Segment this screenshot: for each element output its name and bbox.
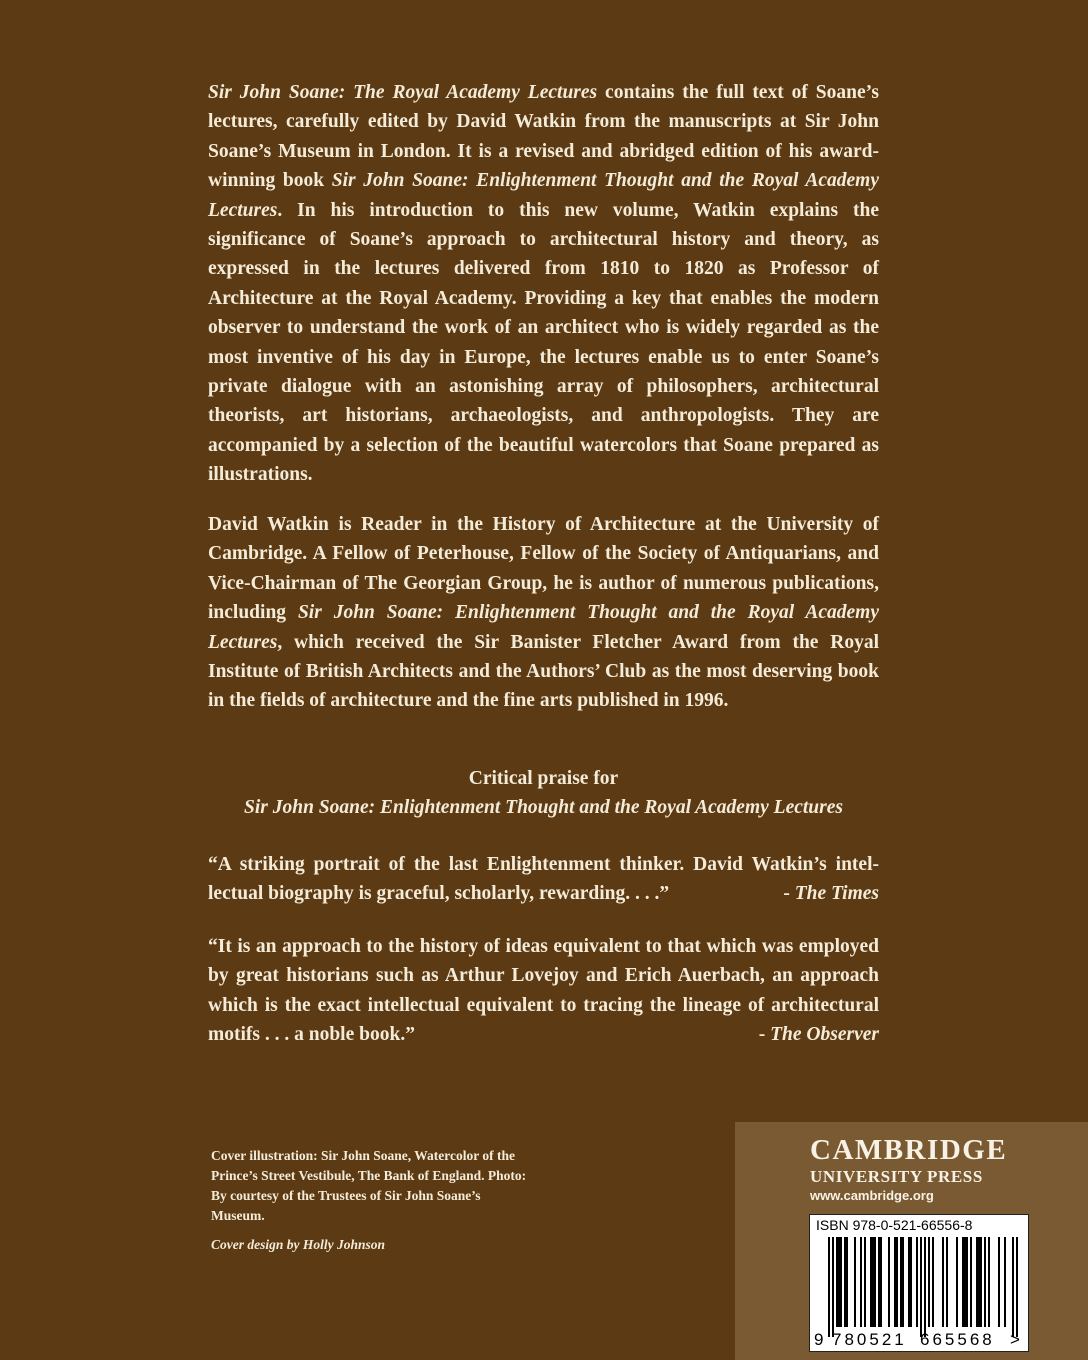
review-quote	[208, 850, 879, 909]
barcode-bar	[956, 1237, 958, 1327]
design-credit: Cover design by Holly Johnson	[211, 1237, 386, 1252]
barcode-bar	[864, 1237, 866, 1327]
author-bio	[208, 510, 879, 716]
barcode-bar	[844, 1237, 846, 1327]
publisher-subtitle: UNIVERSITY PRESS	[810, 1167, 983, 1186]
quote-text: “A striking portrait of the last Enlightenment thinker. David Watkin’s intellectual biography is graceful, scholarly, rewarding. . . .”	[208, 854, 879, 905]
barcode-bar	[966, 1237, 968, 1327]
barcode-graphic	[810, 1215, 1028, 1351]
barcode-bar	[946, 1237, 948, 1327]
praise-label: Critical praise for	[468, 768, 619, 789]
description-book-title: Sir John Soane: Enlightenment Thought and the Royal Academy Lectures	[208, 170, 879, 221]
barcode-bar	[894, 1237, 896, 1327]
praise-book-title: Sir John Soane: Enlightenment Thought and the Royal Academy Lectures	[244, 797, 843, 819]
barcode-bar	[928, 1237, 930, 1327]
barcode-bar	[970, 1237, 972, 1327]
barcode-bar	[976, 1237, 978, 1327]
barcode-arrow: >	[1010, 1330, 1020, 1349]
barcode-bar	[846, 1237, 848, 1327]
barcode-bar	[910, 1237, 912, 1327]
quote-text: “It is an approach to the history of ideas equivalent to that which was employed by great historians such as Arthur Lovejoy and Erich Auerbach, an approach which is the exact intellectual equivalent to tracing the lineage of architectural motifs . . . a noble book.”	[208, 936, 879, 1046]
barcode-bar	[854, 1237, 856, 1327]
barcode-digits-left: 780521	[832, 1330, 907, 1349]
barcode-bar	[964, 1237, 966, 1327]
barcode-bar	[888, 1237, 890, 1327]
barcode-bar	[916, 1237, 918, 1327]
barcode-bar	[932, 1237, 934, 1327]
barcode-bar	[896, 1237, 898, 1327]
barcode-bar	[880, 1237, 882, 1327]
barcode-bar	[838, 1237, 840, 1327]
barcode-bar	[874, 1237, 876, 1327]
quote-attribution	[783, 879, 879, 908]
book-description	[208, 78, 879, 490]
bio-text-1: David Watkin is Reader in the History of Architecture at the University of Cambridge. A Fellow of Peterhouse, Fellow of the Society of Antiquarians, and Vice-Chairman of The Georgian Group, he is author of numerous publications, including	[208, 514, 879, 624]
barcode-bars	[828, 1237, 1018, 1337]
barcode-bar	[962, 1237, 964, 1327]
publisher-url: www.cambridge.org	[810, 1188, 934, 1203]
barcode-bar	[998, 1237, 1000, 1327]
barcode-bar	[942, 1237, 944, 1327]
isbn-label: ISBN 978-0-521-66556-8	[816, 1217, 973, 1233]
barcode-bar	[900, 1237, 902, 1327]
cover-credits	[211, 1146, 531, 1255]
barcode-bar	[980, 1237, 982, 1327]
barcode-bar	[1004, 1237, 1006, 1327]
praise-heading	[208, 764, 879, 823]
barcode-bar	[840, 1237, 842, 1327]
attribution-dash: -	[758, 1024, 771, 1046]
bio-book-title: Sir John Soane: Enlightenment Thought and the Royal Academy Lectures	[208, 602, 879, 653]
barcode-bar	[1012, 1237, 1014, 1337]
barcode-bar	[860, 1237, 862, 1327]
barcode-bar	[908, 1237, 910, 1327]
barcode-bar	[878, 1237, 880, 1327]
attribution-dash: -	[783, 883, 795, 905]
isbn-barcode	[809, 1214, 1029, 1352]
barcode-bar	[872, 1237, 874, 1327]
barcode-bar	[978, 1237, 980, 1327]
barcode-bar	[1016, 1237, 1018, 1337]
barcode-bar	[828, 1237, 830, 1337]
description-title: Sir John Soane: The Royal Academy Lectures	[208, 82, 598, 103]
barcode-bar	[924, 1237, 926, 1337]
publisher-panel	[735, 1122, 1088, 1360]
barcode-bar	[836, 1237, 838, 1327]
review-quote	[208, 932, 879, 1050]
barcode-bar	[920, 1237, 922, 1337]
quote-source: The Observer	[770, 1024, 879, 1046]
illustration-credit: Cover illustration: Sir John Soane, Watercolor of the Prince’s Street Vestibule, The Bank of England. Photo: By courtesy of the Trustees of Sir John Soane’s Museum.	[211, 1148, 527, 1223]
barcode-bar	[984, 1237, 986, 1327]
barcode-bar	[870, 1237, 872, 1327]
quote-attribution	[759, 1020, 879, 1049]
description-text-1: contains the full text of Soane’s lectures, carefully edited by David Watkin from the manuscripts at Sir John Soane’s Museum in London. It is a revised and abridged edition of his award-winning book	[208, 82, 879, 192]
bio-text-2: , which received the Sir Banister Fletcher Award from the Royal Institute of British Architects and the Authors’ Club as the most deserving book in the fields of architecture and the fine arts published in 1996.	[208, 631, 879, 712]
publisher-name: CAMBRIDGE	[810, 1134, 1008, 1166]
description-text-2: . In his introduction to this new volume, Watkin explains the significance of Soane’s approach to architectural history and theory, as expressed in the lectures delivered from 1810 to 1820 as Professor of Architecture at the Royal Academy. Providing a key that enables the modern observer to understand the work of an architect who is widely regarded as the most inventive of his day in Europe, the lectures enable us to enter Soane’s private dialogue with an astonishing array of philosophers, architectural theorists, art historians, archaeologists, and anthropologists. They are accompanied by a selection of the beautiful watercolors that Soane prepared as illustrations.	[208, 199, 879, 486]
barcode-bar	[832, 1237, 834, 1337]
barcode-first-digit: 9	[814, 1330, 824, 1349]
barcode-digits-right: 665568	[920, 1330, 995, 1349]
quote-source: The Times	[794, 883, 879, 905]
barcode-bar	[902, 1237, 904, 1327]
barcode-bar	[988, 1237, 990, 1327]
